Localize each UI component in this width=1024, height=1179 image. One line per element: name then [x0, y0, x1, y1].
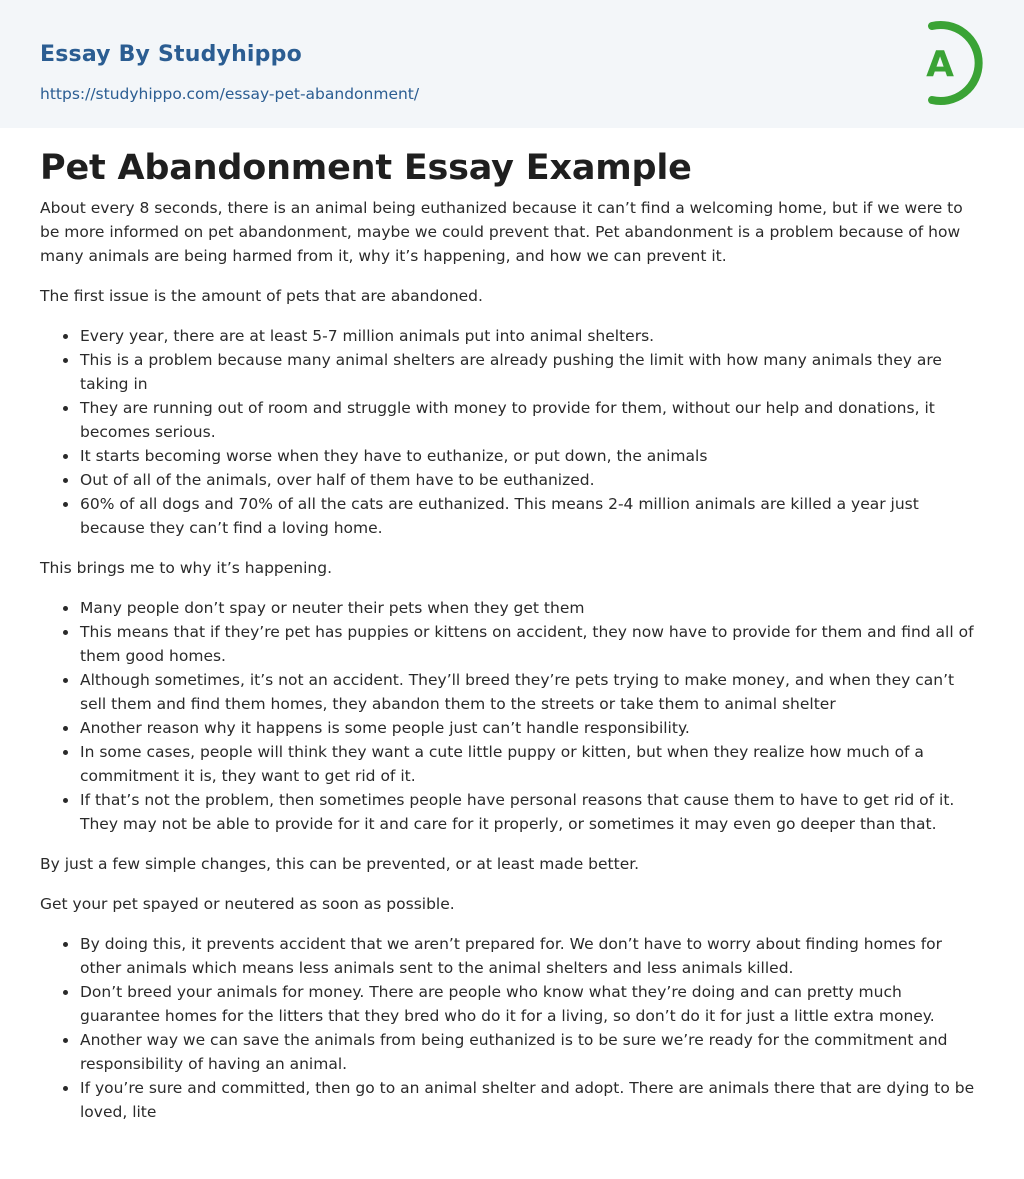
section2-lead: This brings me to why it’s happening. [40, 559, 333, 577]
list-item: If you’re sure and committed, then go to an animal shelter and adopt. There are animals there that are dying to be loved, lite [40, 1076, 984, 1124]
section3-list [40, 932, 984, 1124]
section3-lead: By just a few simple changes, this can be prevented, or at least made better. [40, 855, 640, 873]
list-item: This is a problem because many animal shelters are already pushing the limit with how many animals they are taking in [40, 348, 984, 396]
list-item: They are running out of room and struggle with money to provide for them, without our help and donations, it becomes serious. [40, 396, 984, 444]
list-item: If that’s not the problem, then sometimes people have personal reasons that cause them to have to get rid of it. They may not be able to provide for it and care for it properly, or sometimes it may even go deeper than that. [40, 788, 984, 836]
essay-url-link[interactable]: https://studyhippo.com/essay-pet-abandonment/ [40, 85, 420, 103]
list-item: This means that if they’re pet has puppies or kittens on accident, they now have to provide for them and find all of them good homes. [40, 620, 984, 668]
studyhippo-logo-icon[interactable] [910, 18, 988, 108]
list-item: Every year, there are at least 5-7 million animals put into animal shelters. [40, 324, 984, 348]
list-item: It starts becoming worse when they have to euthanize, or put down, the animals [40, 444, 984, 468]
list-item: By doing this, it prevents accident that we aren’t prepared for. We don’t have to worry about finding homes for other animals which means less animals sent to the animal shelters and less animals killed. [40, 932, 984, 980]
section1-lead: The first issue is the amount of pets that are abandoned. [40, 287, 483, 305]
section2-list [40, 596, 984, 836]
list-item: Out of all of the animals, over half of them have to be euthanized. [40, 468, 984, 492]
list-item: Although sometimes, it’s not an accident. They’ll breed they’re pets trying to make money, and when they can’t sell them and find them homes, they abandon them to the streets or take them to animal shelter [40, 668, 984, 716]
page-title: Pet Abandonment Essay Example [40, 148, 692, 188]
essay-content [40, 146, 984, 1140]
site-header [0, 0, 1024, 128]
section3-subhead: Get your pet spayed or neutered as soon as possible. [40, 895, 455, 913]
list-item: 60% of all dogs and 70% of all the cats are euthanized. This means 2-4 million animals are killed a year just because they can’t find a loving home. [40, 492, 984, 540]
list-item: In some cases, people will think they want a cute little puppy or kitten, but when they realize how much of a commitment it is, they want to get rid of it. [40, 740, 984, 788]
section1-list [40, 324, 984, 540]
brand-title[interactable]: Essay By Studyhippo [40, 42, 302, 67]
list-item: Many people don’t spay or neuter their pets when they get them [40, 596, 984, 620]
logo-letter: A [926, 44, 954, 85]
intro-paragraph: About every 8 seconds, there is an animal being euthanized because it can’t find a welcoming home, but if we were to be more informed on pet abandonment, maybe we could prevent that. Pet abandonment is a problem because of how many animals are being harmed from it, why it’s happening, and how we can prevent it. [40, 199, 963, 265]
list-item: Another way we can save the animals from being euthanized is to be sure we’re ready for the commitment and responsibility of having an animal. [40, 1028, 984, 1076]
list-item: Don’t breed your animals for money. There are people who know what they’re doing and can pretty much guarantee homes for the litters that they bred who do it for a living, so don’t do it for just a little extra money. [40, 980, 984, 1028]
list-item: Another reason why it happens is some people just can’t handle responsibility. [40, 716, 984, 740]
